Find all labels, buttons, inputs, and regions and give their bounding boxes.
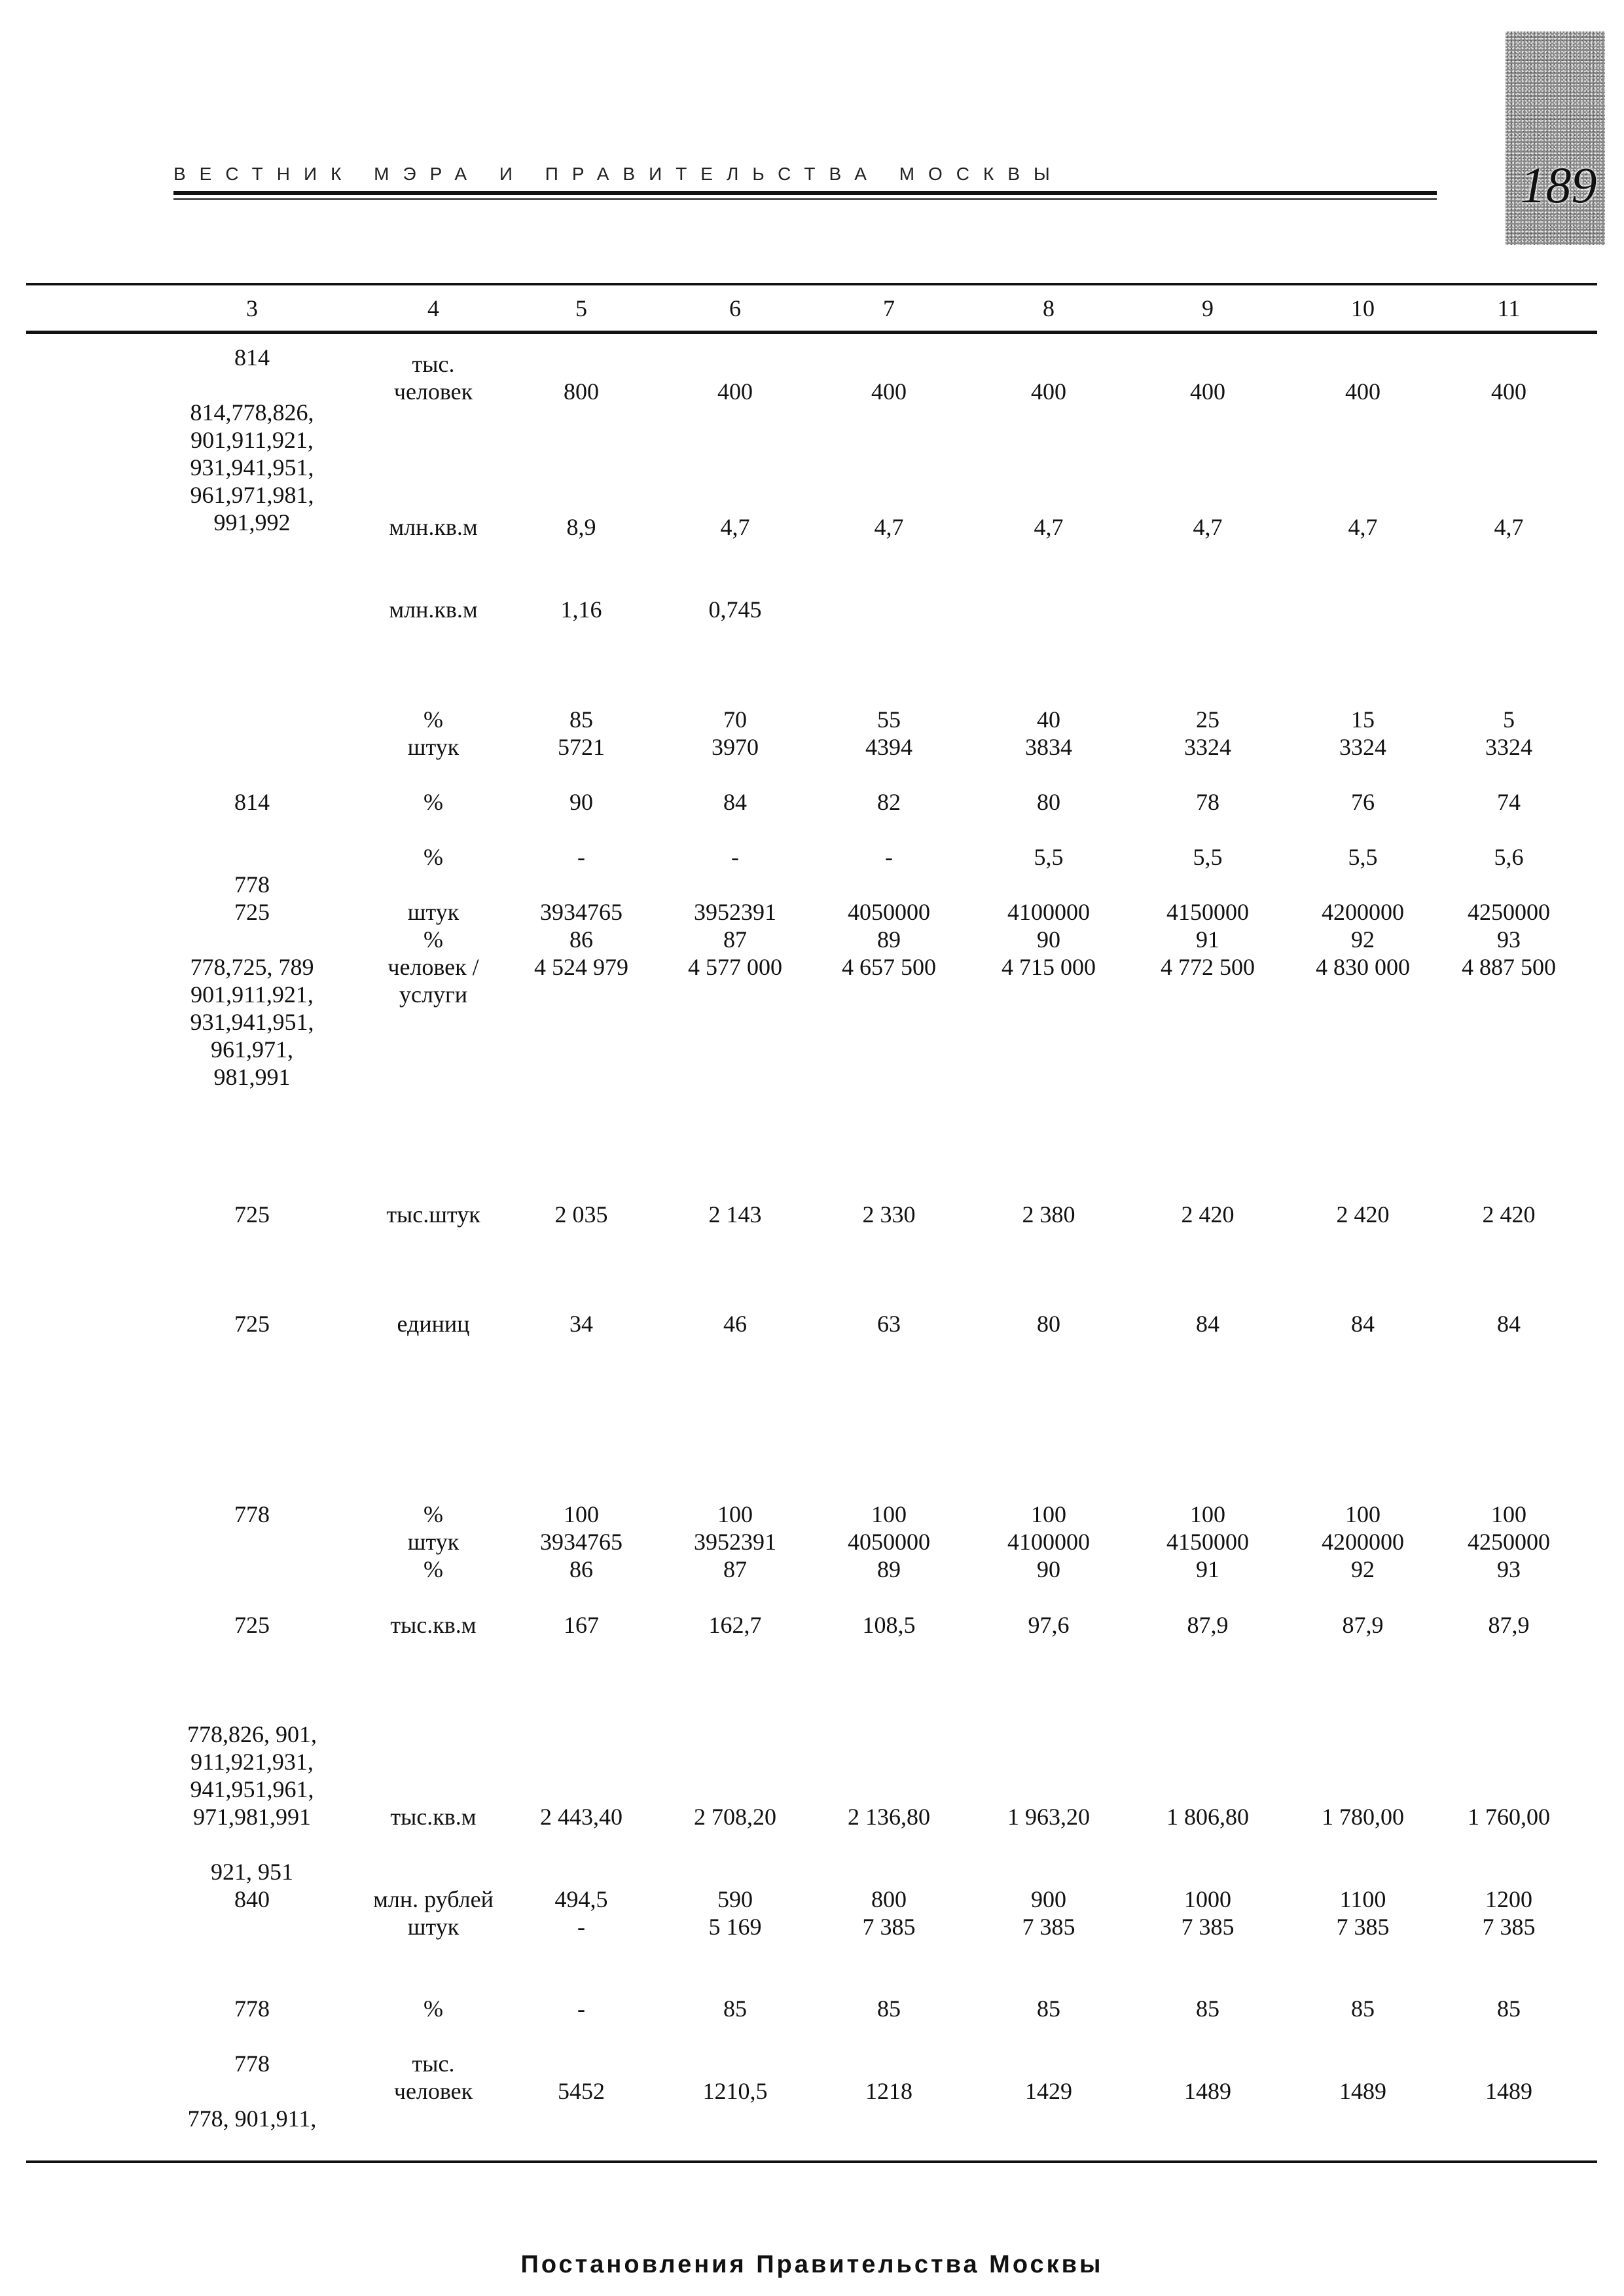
row-unit: %	[424, 1995, 443, 2022]
page-number: 189	[1520, 156, 1597, 213]
row-value: 1000 7 385	[1181, 1886, 1235, 1940]
row-value: 80	[1037, 1311, 1060, 1337]
header-rule-thin	[173, 198, 1437, 200]
row-value: 84	[1196, 1311, 1219, 1337]
row-value: 100 3952391 87	[694, 1501, 776, 1582]
row-value: 1,16	[560, 596, 602, 623]
row-unit: тыс. человек	[393, 2050, 473, 2104]
row-value: 63	[877, 1311, 901, 1337]
row-value: 2 708,20	[694, 1804, 776, 1830]
row-value: 34	[569, 1311, 593, 1337]
row-unit: тыс. человек	[393, 351, 473, 405]
row-value: 97,6	[1028, 1612, 1070, 1638]
row-value: 2 136,80	[848, 1804, 930, 1830]
row-value: 4,7	[1193, 514, 1223, 540]
row-value: 2 330	[862, 1201, 916, 1228]
row-value: 0,745	[708, 596, 762, 623]
row-value: 4250000 93 4 887 500	[1462, 899, 1556, 980]
row-value: 2 143	[708, 1201, 762, 1228]
column-header: 3	[246, 295, 258, 321]
row-value: 85	[1497, 1995, 1521, 2022]
row-codes: 725	[234, 1201, 270, 1228]
row-value: 3952391 87 4 577 000	[688, 899, 782, 980]
row-value: 400	[1345, 378, 1380, 405]
row-value: 78	[1196, 789, 1219, 815]
row-codes: 778 725 778,725, 789 901,911,921, 931,941,951, 961,971, 981,991	[190, 871, 314, 1090]
row-value: 5,5	[1348, 844, 1378, 870]
row-value: 46	[723, 1311, 747, 1337]
row-value: 90	[569, 789, 593, 815]
row-value: 162,7	[708, 1612, 762, 1638]
row-value: 1489	[1339, 2078, 1386, 2104]
row-value: 85	[1037, 1995, 1060, 2022]
row-value: 1 963,20	[1007, 1804, 1090, 1830]
row-value: 85	[1196, 1995, 1219, 2022]
row-value: 74	[1497, 789, 1521, 815]
row-value: 4100000 90 4 715 000	[1001, 899, 1096, 980]
row-value: -	[731, 844, 739, 870]
row-unit: тыс.штук	[386, 1201, 480, 1228]
row-codes: 921, 951 840	[211, 1859, 293, 1912]
row-value: 1200 7 385	[1482, 1886, 1536, 1940]
row-codes: 778	[234, 1501, 270, 1527]
row-value: 2 443,40	[540, 1804, 623, 1830]
column-header: 10	[1351, 295, 1375, 321]
row-value: 87,9	[1488, 1612, 1530, 1638]
header-rule-thick	[173, 191, 1437, 195]
row-value: 1429	[1025, 2078, 1072, 2104]
table-header-rule	[26, 331, 1597, 334]
row-value: 4050000 89 4 657 500	[842, 899, 936, 980]
row-codes: 778	[234, 1995, 270, 2022]
row-value: 1 806,80	[1166, 1804, 1249, 1830]
row-value: 87,9	[1342, 1612, 1384, 1638]
row-value: 590 5 169	[708, 1886, 762, 1940]
row-value: -	[577, 844, 585, 870]
row-value: 5,6	[1494, 844, 1524, 870]
row-value: 400	[1190, 378, 1225, 405]
row-value: 55 4394	[865, 706, 912, 760]
column-header: 6	[729, 295, 741, 321]
row-value: 8,9	[566, 514, 596, 540]
row-value: 2 420	[1482, 1201, 1536, 1228]
column-header: 8	[1043, 295, 1055, 321]
row-value: 100 3934765 86	[540, 1501, 623, 1582]
table-bottom-rule	[26, 2160, 1597, 2163]
row-value: 4,7	[1034, 514, 1064, 540]
row-codes: 725	[234, 1612, 270, 1638]
row-value: 25 3324	[1184, 706, 1231, 760]
row-value: 70 3970	[712, 706, 759, 760]
row-value: -	[577, 1995, 585, 2022]
row-value: 100 4100000 90	[1007, 1501, 1090, 1582]
row-value: 84	[1497, 1311, 1521, 1337]
row-unit: %	[424, 844, 443, 870]
row-value: 76	[1351, 789, 1375, 815]
row-value: 800 7 385	[862, 1886, 916, 1940]
row-codes: 814 814,778,826, 901,911,921, 931,941,951, 961,971,981, 991,992	[190, 344, 314, 536]
row-value: 400	[717, 378, 753, 405]
row-unit: единиц	[397, 1311, 470, 1337]
row-value: 1 760,00	[1468, 1804, 1550, 1830]
row-value: 100 4250000 93	[1468, 1501, 1550, 1582]
row-value: 4,7	[720, 514, 750, 540]
row-codes: 814	[234, 789, 270, 815]
row-value: -	[885, 844, 893, 870]
column-header: 5	[575, 295, 587, 321]
row-value: 87,9	[1187, 1612, 1229, 1638]
row-value: 100 4150000 91	[1166, 1501, 1249, 1582]
row-value: 4,7	[1348, 514, 1378, 540]
row-value: 5 3324	[1485, 706, 1532, 760]
row-value: 1210,5	[702, 2078, 768, 2104]
row-value: 800	[564, 378, 599, 405]
row-unit: штук % человек / услуги	[388, 899, 479, 1008]
row-value: 2 035	[554, 1201, 608, 1228]
row-codes: 778 778, 901,911,	[187, 2050, 317, 2132]
row-value: 85	[723, 1995, 747, 2022]
row-value: 1489	[1485, 2078, 1532, 2104]
row-unit: млн.кв.м	[389, 514, 478, 540]
row-value: 15 3324	[1339, 706, 1386, 760]
row-unit: млн. рублей штук	[373, 1886, 494, 1940]
row-value: 2 420	[1181, 1201, 1235, 1228]
row-value: 400	[871, 378, 907, 405]
row-value: 3934765 86 4 524 979	[534, 899, 628, 980]
row-value: 85	[1351, 1995, 1375, 2022]
column-header: 4	[427, 295, 439, 321]
row-value: 84	[1351, 1311, 1375, 1337]
row-unit: тыс.кв.м	[390, 1804, 477, 1830]
footer-title: Постановления Правительства Москвы	[520, 2251, 1104, 2278]
row-unit: тыс.кв.м	[390, 1612, 477, 1638]
journal-title: ВЕСТНИК МЭРА И ПРАВИТЕЛЬСТВА МОСКВЫ	[173, 164, 1064, 184]
row-value: 82	[877, 789, 901, 815]
row-value: 85 5721	[558, 706, 605, 760]
row-value: 1100 7 385	[1336, 1886, 1390, 1940]
row-value: 5452	[558, 2078, 605, 2104]
row-value: 400	[1491, 378, 1526, 405]
row-value: 4150000 91 4 772 500	[1161, 899, 1255, 980]
column-header: 11	[1497, 295, 1521, 321]
row-codes: 725	[234, 1311, 270, 1337]
row-unit: % штук	[407, 706, 460, 760]
row-value: 167	[564, 1612, 599, 1638]
row-value: 4,7	[874, 514, 904, 540]
row-unit: %	[424, 789, 443, 815]
row-value: 5,5	[1193, 844, 1223, 870]
row-unit: % штук %	[407, 1501, 460, 1582]
row-value: 1 780,00	[1322, 1804, 1404, 1830]
row-value: 1218	[865, 2078, 912, 2104]
row-value: 5,5	[1034, 844, 1064, 870]
row-unit: млн.кв.м	[389, 596, 478, 623]
row-value: 4200000 92 4 830 000	[1316, 899, 1410, 980]
column-header: 9	[1202, 295, 1214, 321]
row-value: 40 3834	[1025, 706, 1072, 760]
row-codes: 778,826, 901, 911,921,931, 941,951,961, 971,981,991	[187, 1721, 317, 1830]
row-value: 2 380	[1022, 1201, 1075, 1228]
row-value: 108,5	[862, 1612, 916, 1638]
row-value: 80	[1037, 789, 1060, 815]
table-top-rule	[26, 283, 1597, 285]
row-value: 100 4200000 92	[1322, 1501, 1404, 1582]
column-header: 7	[883, 295, 895, 321]
row-value: 2 420	[1336, 1201, 1390, 1228]
row-value: 100 4050000 89	[848, 1501, 930, 1582]
row-value: 494,5 -	[554, 1886, 608, 1940]
row-value: 900 7 385	[1022, 1886, 1075, 1940]
row-value: 84	[723, 789, 747, 815]
row-value: 1489	[1184, 2078, 1231, 2104]
row-value: 85	[877, 1995, 901, 2022]
row-value: 4,7	[1494, 514, 1524, 540]
row-value: 400	[1031, 378, 1066, 405]
